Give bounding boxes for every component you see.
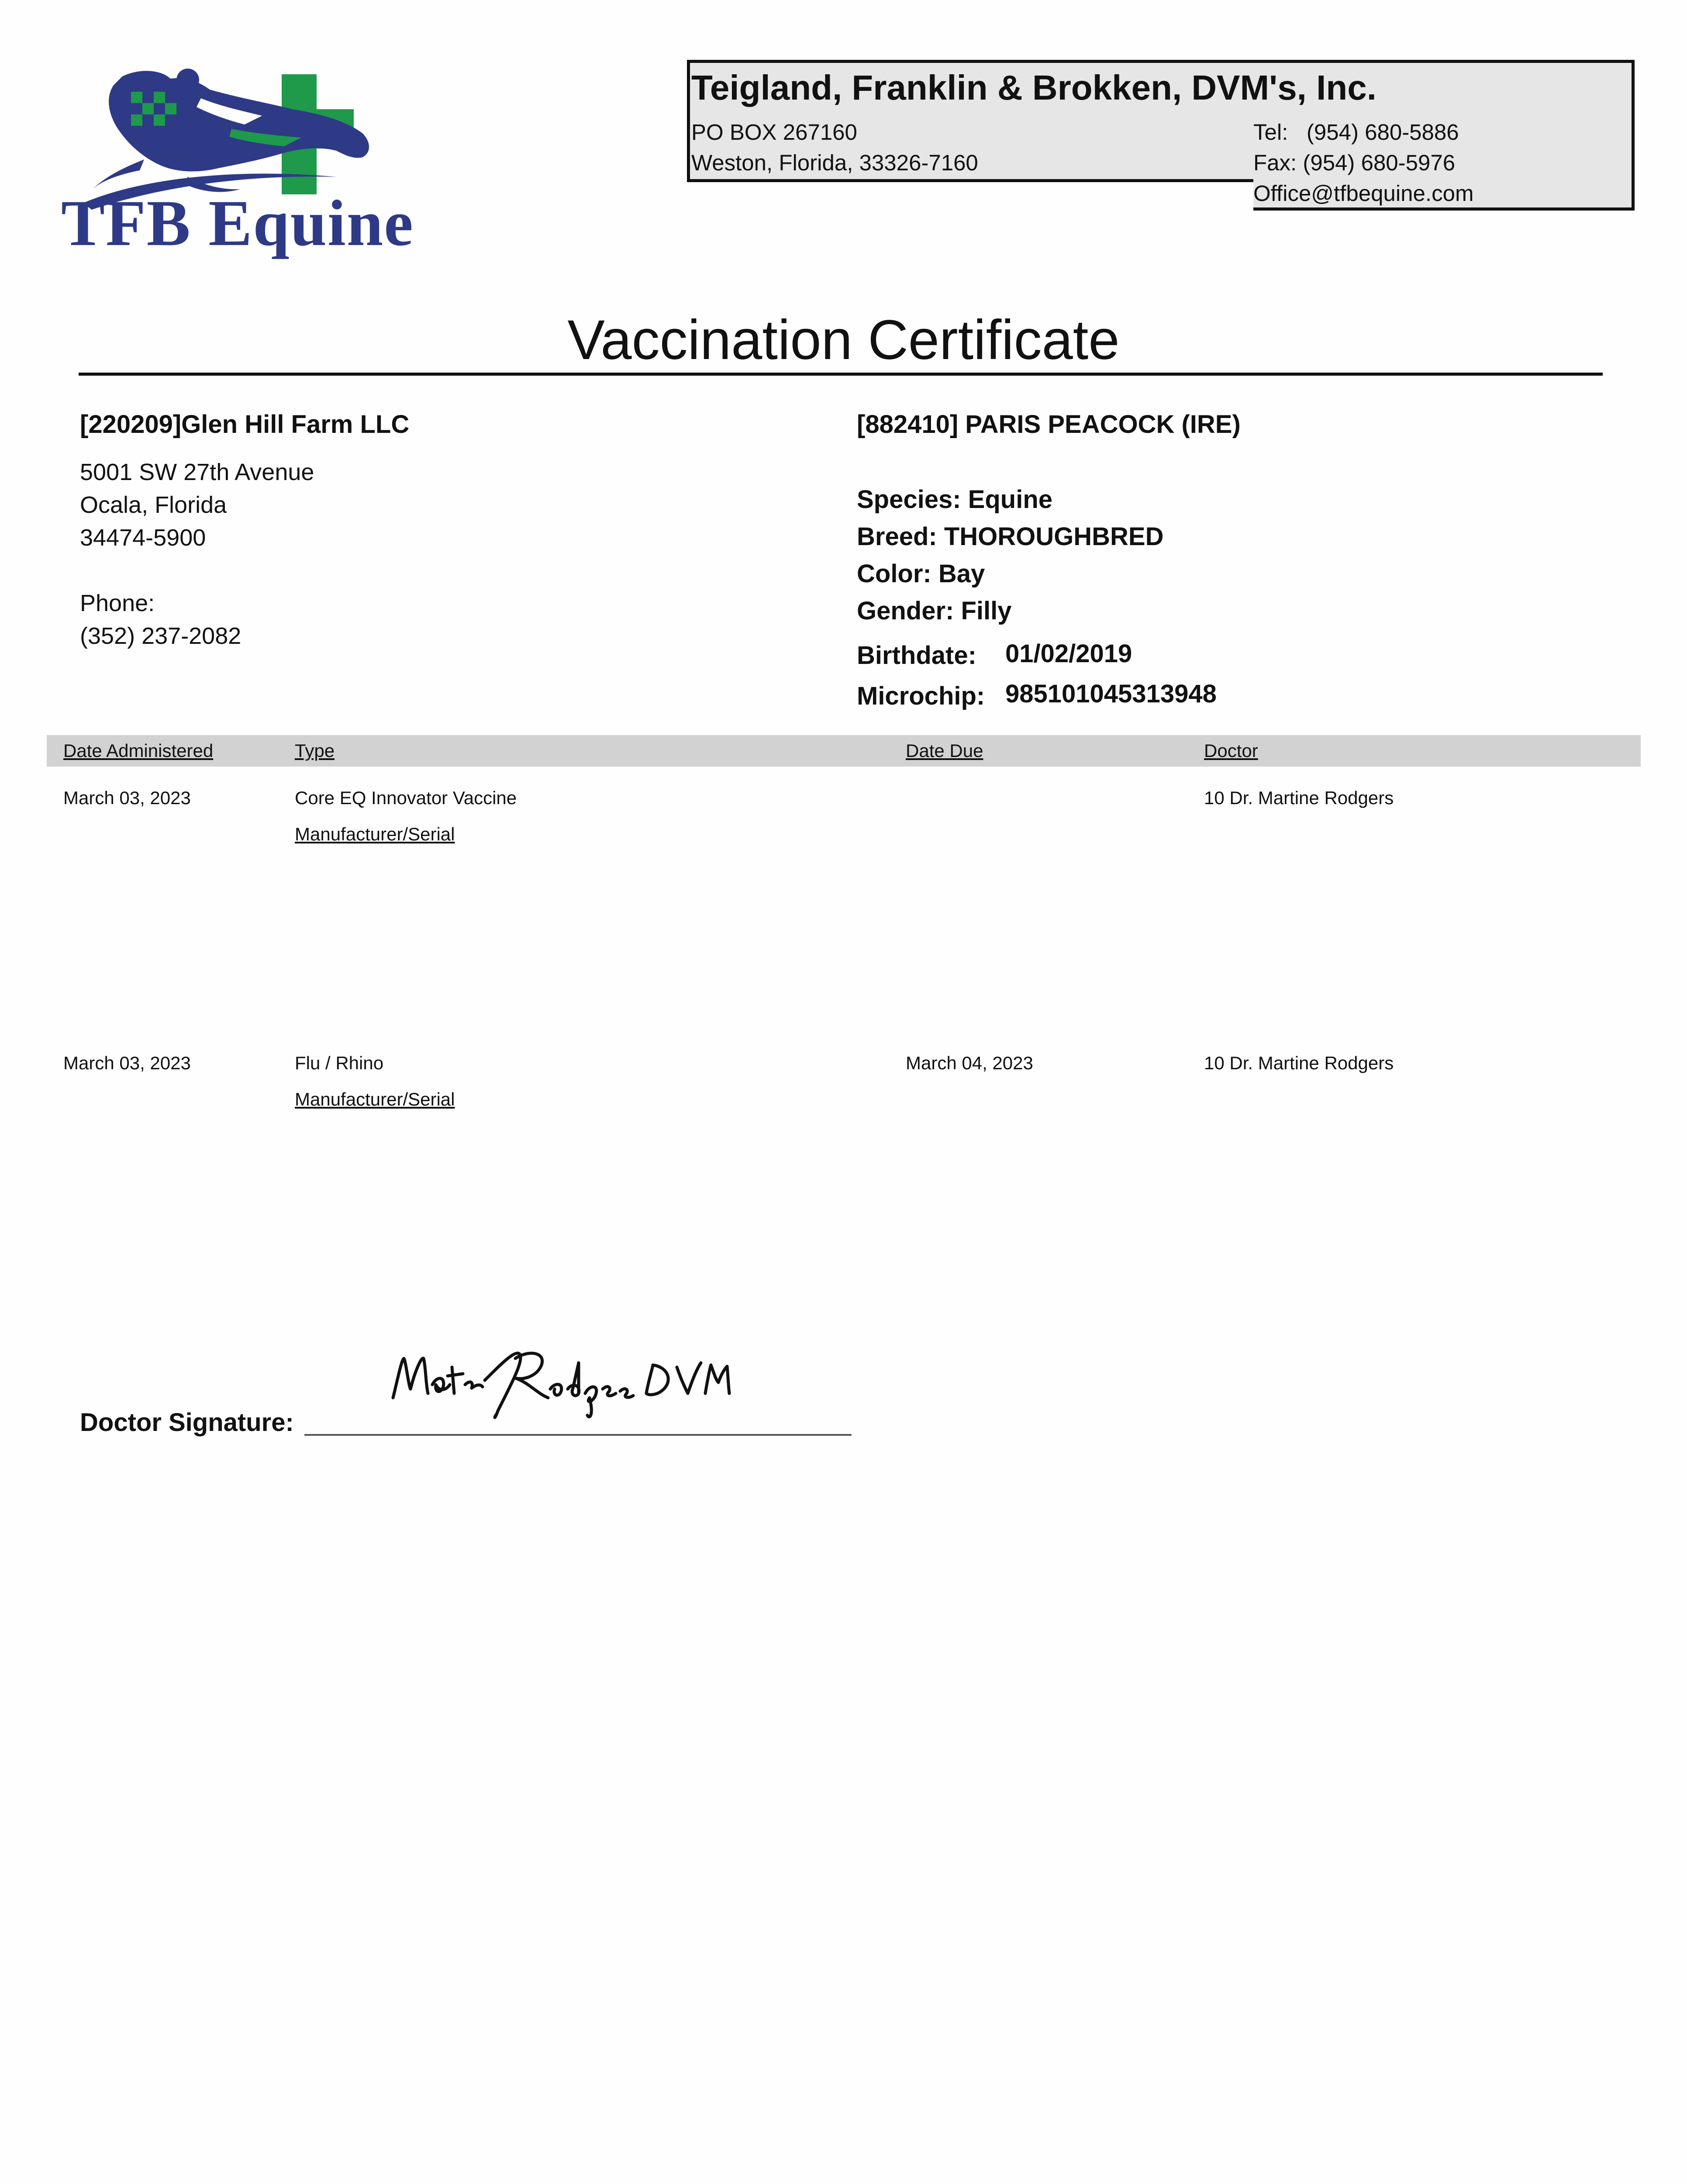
horse-color: Color: Bay <box>857 560 985 588</box>
page-title: Vaccination Certificate <box>567 309 1120 371</box>
row-2-type: Flu / Rhino <box>295 1053 384 1073</box>
logo-wordmark: TFB Equine <box>61 187 414 259</box>
horse-name: [882410] PARIS PEACOCK (IRE) <box>857 410 1241 439</box>
row-1-date-administered: March 03, 2023 <box>63 788 191 808</box>
column-header-doctor: Doctor <box>1204 740 1258 761</box>
column-header-date-administered: Date Administered <box>63 740 214 761</box>
owner-address-line3: 34474-5900 <box>80 525 206 551</box>
owner-phone-label: Phone: <box>80 590 155 616</box>
clinic-fax: Fax: (954) 680-5976 <box>1253 150 1456 175</box>
clinic-header-box-notch <box>687 179 1253 214</box>
doctor-signature-label: Doctor Signature: <box>80 1408 294 1437</box>
racehorse-jockey-icon <box>92 69 369 192</box>
horse-species: Species: Equine <box>857 485 1053 514</box>
row-2-date-administered: March 03, 2023 <box>63 1053 191 1073</box>
title-divider <box>79 373 1603 376</box>
row-1-type: Core EQ Innovator Vaccine <box>295 788 517 808</box>
owner-phone: (352) 237-2082 <box>80 623 241 649</box>
owner-name: [220209]Glen Hill Farm LLC <box>80 410 410 439</box>
clinic-name: Teigland, Franklin & Brokken, DVM's, Inc. <box>691 68 1377 107</box>
horse-microchip: 985101045313948 <box>1005 680 1217 708</box>
clinic-header-box-notch-border <box>687 179 1253 182</box>
horse-gender: Gender: Filly <box>857 597 1012 625</box>
row-2-manufacturer-serial-label: Manufacturer/Serial <box>295 1089 455 1109</box>
row-2-date-due: March 04, 2023 <box>906 1053 1033 1073</box>
row-2-doctor: 10 Dr. Martine Rodgers <box>1204 1053 1394 1073</box>
clinic-email: Office@tfbequine.com <box>1253 181 1474 206</box>
signature-line <box>304 1434 852 1436</box>
column-header-type: Type <box>295 740 335 761</box>
row-1-doctor: 10 Dr. Martine Rodgers <box>1204 788 1394 808</box>
clinic-address-line1: PO BOX 267160 <box>691 120 857 145</box>
row-1-manufacturer-serial-label: Manufacturer/Serial <box>295 824 455 844</box>
owner-address-line1: 5001 SW 27th Avenue <box>80 459 314 485</box>
horse-birthdate-label: Birthdate: <box>857 641 976 670</box>
horse-birthdate: 01/02/2019 <box>1005 639 1132 668</box>
clinic-telephone: Tel: (954) 680-5886 <box>1253 120 1459 145</box>
handwritten-signature <box>384 1332 734 1428</box>
horse-breed: Breed: THOROUGHBRED <box>857 522 1164 551</box>
horse-microchip-label: Microchip: <box>857 682 985 710</box>
column-header-date-due: Date Due <box>906 740 983 761</box>
vaccination-table-header <box>47 735 1641 767</box>
owner-address-line2: Ocala, Florida <box>80 492 227 518</box>
clinic-address-line2: Weston, Florida, 33326-7160 <box>691 150 978 175</box>
